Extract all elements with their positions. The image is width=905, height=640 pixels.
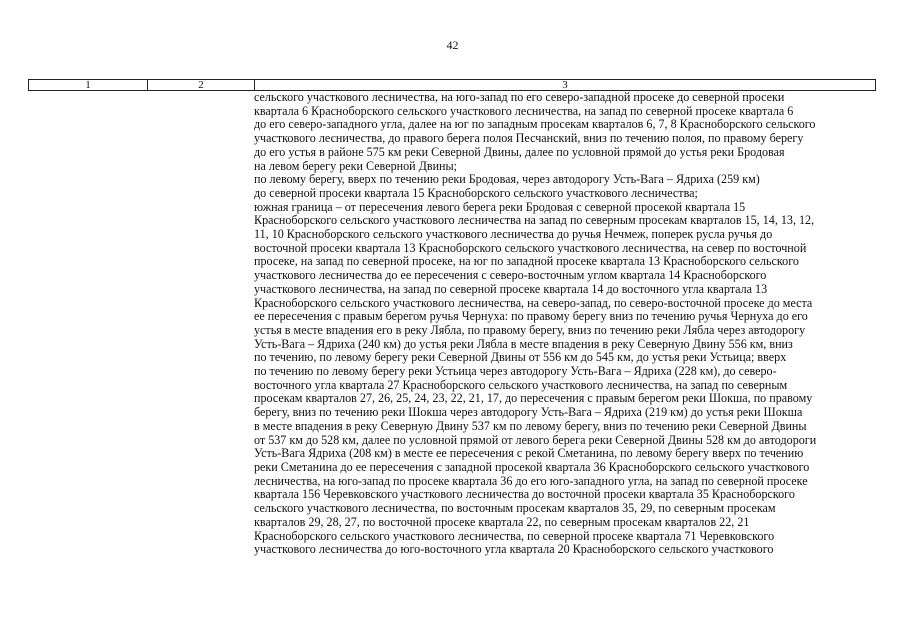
text-line: участкового лесничества до ее пересечения с северо-восточным углом квартала 14 Красноборского — [254, 268, 767, 283]
text-line: по течению по левому берегу реки Устьица через автодорогу Усть-Вага – Ядриха (228 км), до северо- — [254, 364, 777, 379]
text-line: восточной просеки квартала 13 Красноборского сельского участкового лесничества, на север по восточной — [254, 240, 807, 255]
text-line: ее пересечения с правым берегом ручья Чернуха: по правому берегу вниз по течению ручья Чернуха до его — [254, 309, 808, 324]
text-line: по течению, по левому берегу реки Северной Двины от 556 км до 545 км, до устья реки Устьица; вверх — [254, 350, 787, 365]
text-line: просекам кварталов 27, 26, 25, 24, 23, 22, 21, 17, до пересечения с правым берегом реки Шокша, по правому — [254, 391, 813, 406]
text-line: Красноборского сельского участкового лесничества на запад по северным просекам кварталов 15, 14, 13, 12, — [254, 213, 815, 228]
text-line: просеке, на запад по северной просеке, на юг по западной просеке квартала 13 Красноборского сельского — [254, 254, 799, 269]
text-line: на левом берегу реки Северной Двины; — [254, 158, 458, 173]
text-line: 11, 10 Красноборского сельского участкового лесничества до ручья Нечмеж, поперек русла ручья до — [254, 227, 773, 242]
text-line: кварталов 29, 28, 27, по восточной просеке квартала 22, по северным просекам кварталов 22, 21 — [254, 514, 750, 529]
text-line: квартала 156 Черевковского участкового лесничества до восточной просеки квартала 35 Красноборского — [254, 487, 795, 502]
column-2-header: 2 — [148, 80, 255, 91]
table-header-row — [29, 80, 876, 91]
text-line: участкового лесничества, до правого берега полоя Песчанский, вниз по течению полоя, по правому берегу — [254, 131, 804, 146]
text-line: сельского участкового лесничества, по восточным просекам кварталов 35, 29, по северным просекам — [254, 501, 776, 516]
text-line: Усть-Вага Ядриха (208 км) в месте ее пересечения с рекой Сметанина, по левому берегу вверх по течению — [254, 446, 804, 461]
text-line: южная граница – от пересечения левого берега реки Бродовая с северной просекой квартала 15 — [254, 199, 746, 214]
text-line: восточного угла квартала 27 Красноборского сельского участкового лесничества, на запад по северным — [254, 377, 788, 392]
text-line: Усть-Вага – Ядриха (240 км) до устья реки Лябла в месте впадения в реку Северную Двину 556 км, вниз — [254, 336, 793, 351]
text-line: лесничества, на юго-запад по просеке квартала 36 до его юго-западного угла, на запад по северной просеке — [254, 473, 808, 488]
text-line: Красноборского сельского участкового лесничества, на северо-запад, по северо-восточной просеке до места — [254, 295, 813, 310]
text-line: от 537 км до 528 км, далее по условной прямой от левого берега реки Северной Двины 528 км до автодороги — [254, 432, 817, 447]
column-3-header: 3 — [255, 80, 876, 91]
text-line: по левому берегу, вверх по течению реки Бродовая, через автодорогу Усть-Вага – Ядриха (259 км) — [254, 172, 760, 187]
text-line: берегу, вниз по течению реки Шокша через автодорогу Усть-Вага – Ядриха (219 км) до устья реки Шокша — [254, 405, 803, 420]
text-line: до его устья в районе 575 км реки Северной Двины, далее по условной прямой до устья реки Бродовая — [254, 144, 785, 159]
text-line: квартала 6 Красноборского сельского участкового лесничества, на запад по северной просеке квартала 6 — [254, 103, 794, 118]
text-line: сельского участкового лесничества, на юго-запад по его северо-западной просеке до северной просеки — [254, 90, 785, 104]
text-line: участкового лесничества до юго-восточного угла квартала 20 Красноборского сельского участкового — [254, 542, 774, 557]
boundary-description-text — [254, 91, 894, 557]
text-line: Красноборского сельского участкового лесничества, по северной просеке квартала 71 Черевковского — [254, 528, 775, 543]
text-line: до его северо-западного угла, далее на юг по западным просекам кварталов 6, 7, 8 Красноборского сельского — [254, 117, 816, 132]
text-line: в месте впадения в реку Северную Двину 537 км по левому берегу, вниз по течению реки Северной Двины — [254, 418, 807, 433]
text-line: до северной просеки квартала 15 Красноборского сельского участкового лесничества; — [254, 185, 698, 200]
text-line: участкового лесничества, на запад по северной просеке квартала 14 до восточного угла квартала 13 — [254, 281, 768, 296]
column-1-header: 1 — [29, 80, 148, 91]
text-line: реки Сметанина до ее пересечения с западной просекой квартала 36 Красноборского сельского участкового — [254, 459, 810, 474]
text-line: устья в месте впадения его в реку Лябла, по правому берегу, вниз по течению реки Лябла через автодорогу — [254, 322, 806, 337]
page-number: 42 — [446, 38, 459, 52]
